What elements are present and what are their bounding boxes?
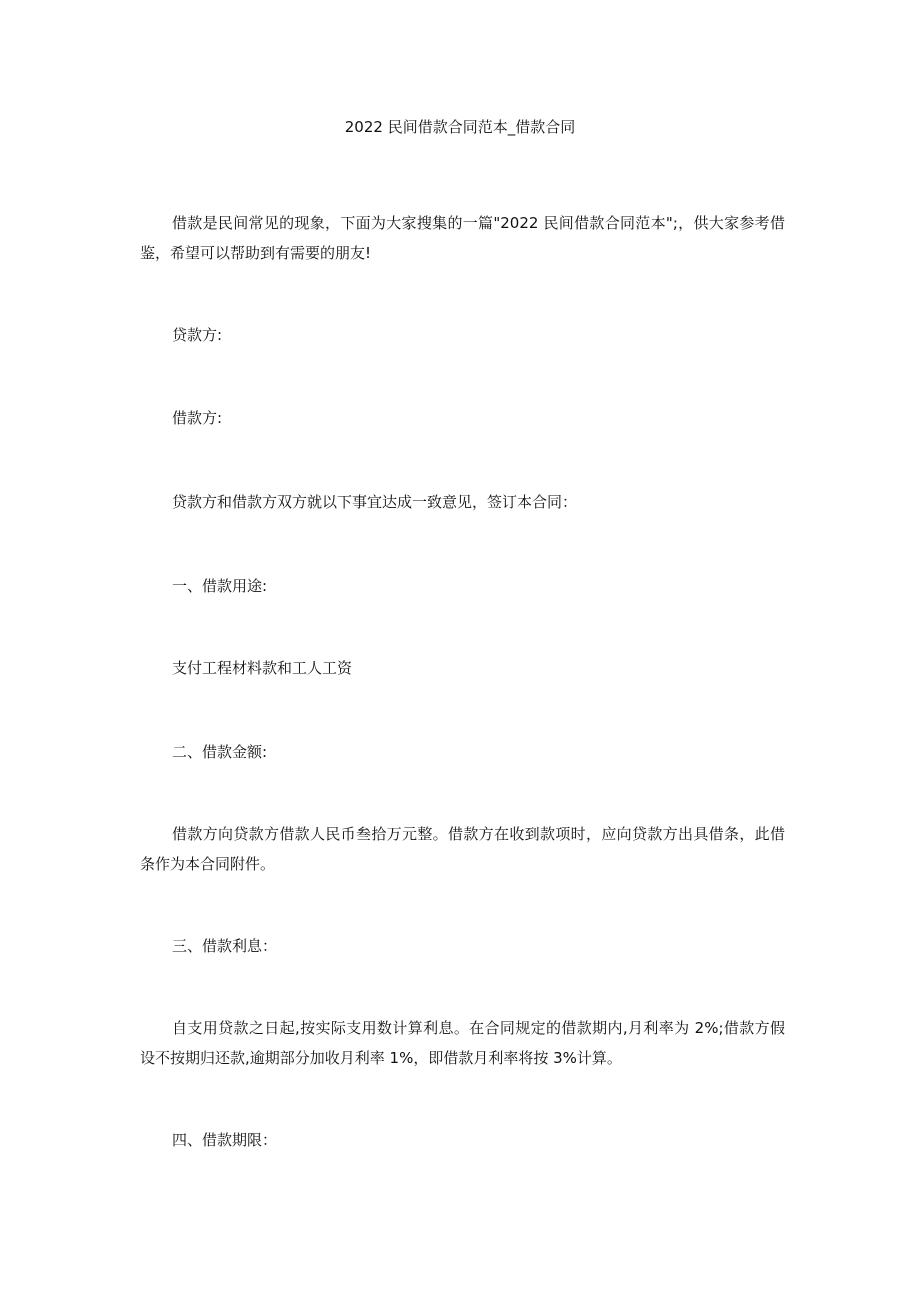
borrower-label: 借款方: <box>172 409 223 427</box>
document-title: 2022 民间借款合同范本_借款合同 <box>344 118 576 136</box>
section-4-heading: 四、借款期限： <box>172 1131 278 1149</box>
agreement-paragraph: 贷款方和借款方双方就以下事宜达成一致意见，签订本合同： <box>172 493 578 511</box>
section-3-body: 自支用贷款之日起,按实际支用数计算利息。在合同规定的借款期内,月利率为 2%;借款方假设不按期归还款,逾期部分加收月利率 1%，即借款月利率将按 3%计算。 <box>140 1019 785 1067</box>
section-2-heading: 二、借款金额: <box>172 743 268 761</box>
section-1-heading: 一、借款用途: <box>172 577 268 595</box>
intro-paragraph: 借款是民间常见的现象，下面为大家搜集的一篇"2022 民间借款合同范本";，供大家参考借鉴，希望可以帮助到有需要的朋友! <box>140 214 785 262</box>
section-3-heading: 三、借款利息： <box>172 937 278 955</box>
section-2-body: 借款方向贷款方借款人民币叁拾万元整。借款方在收到款项时，应向贷款方出具借条，此借条作为本合同附件。 <box>140 825 785 873</box>
section-1-body: 支付工程材料款和工人工资 <box>172 659 353 677</box>
lender-label: 贷款方: <box>172 326 223 344</box>
